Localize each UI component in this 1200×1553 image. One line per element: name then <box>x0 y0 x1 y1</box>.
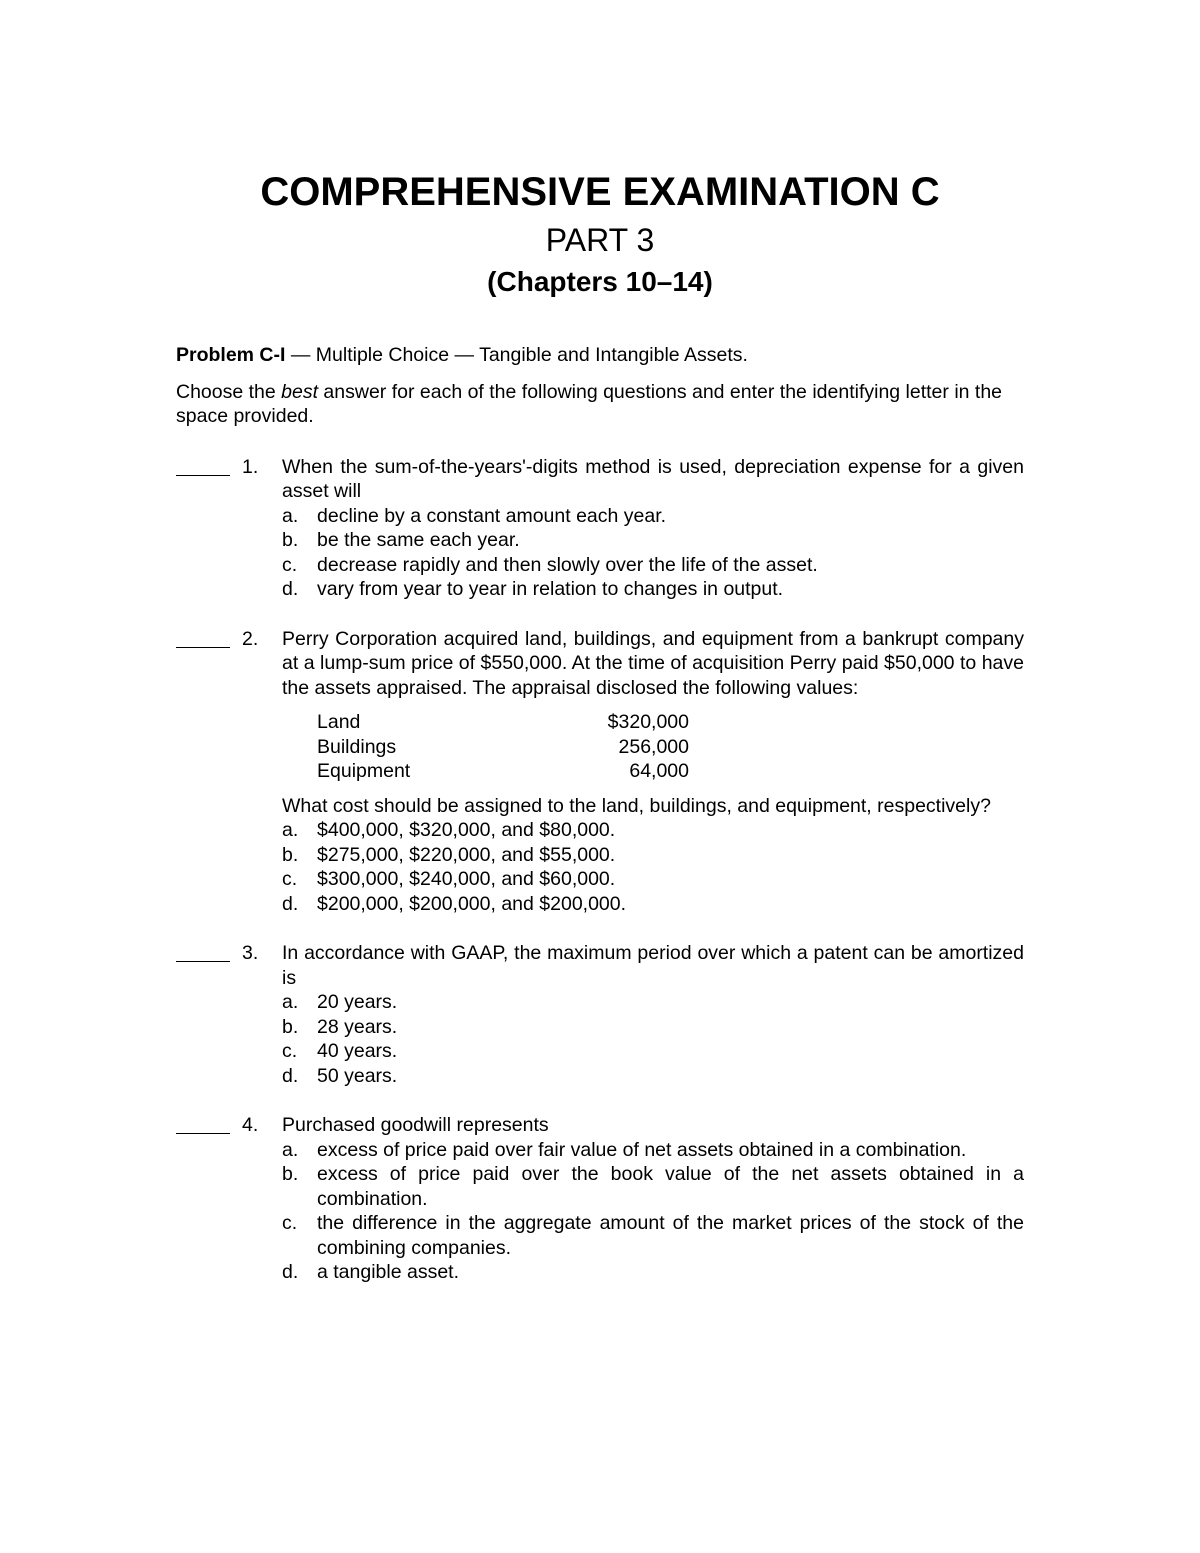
choice-c <box>282 1211 1024 1260</box>
question-number: 4. <box>242 1114 259 1136</box>
choice-text: $200,000, $200,000, and $200,000. <box>317 892 627 915</box>
choice-b <box>282 528 1024 553</box>
choice-c <box>282 553 1024 578</box>
exam-title: COMPREHENSIVE EXAMINATION C <box>260 170 940 214</box>
choice-text: $300,000, $240,000, and $60,000. <box>317 868 616 890</box>
choice-text: 50 years. <box>317 1064 398 1087</box>
choice-letter: a. <box>282 504 299 527</box>
choice-letter: a. <box>282 819 299 841</box>
choice-text: vary from year to year in relation to changes in output. <box>317 578 784 600</box>
exam-part: PART 3 <box>545 222 655 258</box>
choice-text: $400,000, $320,000, and $80,000. <box>317 819 616 841</box>
choice-a <box>282 990 1024 1015</box>
choice-letter: c. <box>282 553 298 576</box>
choice-text: decrease rapidly and then slowly over the life of the asset. <box>317 553 818 576</box>
choice-a <box>282 1138 1024 1163</box>
choice-a <box>282 818 1024 843</box>
question-body <box>282 455 1024 602</box>
choice-d <box>282 1064 1024 1089</box>
exam-content <box>176 343 1024 1285</box>
problem-label: Problem C-I <box>176 344 286 366</box>
choice-text: 28 years. <box>317 1015 398 1038</box>
choice-letter: d. <box>282 1064 299 1087</box>
choice-letter: d. <box>282 1261 299 1283</box>
value-label: Land <box>317 711 361 733</box>
question-4 <box>176 1113 1024 1285</box>
table-row <box>317 710 689 735</box>
choice-c <box>282 1039 1024 1064</box>
choice-d <box>282 1260 1024 1285</box>
choice-text: decline by a constant amount each year. <box>317 504 667 527</box>
choice-letter: d. <box>282 578 299 600</box>
problem-heading-text: — Multiple Choice — Tangible and Intangible Assets. <box>285 344 748 366</box>
value-amount: 64,000 <box>629 760 689 782</box>
choice-text: excess of price paid over the book value of the net assets obtained in a combination. <box>317 1163 1024 1210</box>
instructions-before: Choose the <box>176 380 282 403</box>
appraisal-values-table <box>317 710 689 784</box>
table-row <box>317 735 689 760</box>
value-amount: $320,000 <box>607 711 689 733</box>
question-body <box>282 941 1024 1088</box>
choice-text: excess of price paid over fair value of net assets obtained in a combination. <box>317 1138 967 1161</box>
answer-blank-1[interactable] <box>176 455 230 476</box>
choice-a <box>282 504 1024 529</box>
choice-letter: c. <box>282 1040 298 1062</box>
choice-c <box>282 867 1024 892</box>
choice-letter: d. <box>282 892 299 915</box>
question-stem: In accordance with GAAP, the maximum period over which a patent can be amortized is <box>282 942 1024 989</box>
table-row <box>317 759 689 784</box>
choice-letter: c. <box>282 868 298 890</box>
choice-d <box>282 892 1024 917</box>
value-amount: 256,000 <box>618 735 689 758</box>
choice-letter: b. <box>282 1163 299 1185</box>
value-label: Equipment <box>317 760 411 782</box>
problem-heading <box>176 343 1024 368</box>
question-2 <box>176 627 1024 917</box>
question-stem: Purchased goodwill represents <box>282 1114 549 1136</box>
instructions-emphasis: best <box>281 380 319 403</box>
question-followup: What cost should be assigned to the land, buildings, and equipment, respectively? <box>282 794 991 817</box>
choice-text: $275,000, $220,000, and $55,000. <box>317 843 616 866</box>
exam-chapters: (Chapters 10–14) <box>487 266 713 297</box>
choice-b <box>282 1015 1024 1040</box>
choice-text: 20 years. <box>317 991 398 1013</box>
question-3 <box>176 941 1024 1088</box>
choice-text: the difference in the aggregate amount of the market prices of the stock of the combining companies. <box>317 1212 1024 1259</box>
instructions <box>176 380 1024 429</box>
question-number: 1. <box>242 455 259 478</box>
question-1 <box>176 455 1024 602</box>
value-label: Buildings <box>317 735 397 758</box>
choice-text: 40 years. <box>317 1040 398 1062</box>
question-number: 3. <box>242 942 259 964</box>
title-block <box>0 166 1200 302</box>
question-body <box>282 1113 1024 1285</box>
answer-blank-2[interactable] <box>176 627 230 648</box>
question-stem: When the sum-of-the-years'-digits method is used, depreciation expense for a given asset will <box>282 455 1024 502</box>
question-body <box>282 627 1024 917</box>
question-number: 2. <box>242 627 259 650</box>
question-stem: Perry Corporation acquired land, buildings, and equipment from a bankrupt company at a lump-sum price of $550,000. At the time of acquisition Perry paid $50,000 to have the assets appraised. The appraisal disclosed the following values: <box>282 627 1024 699</box>
choice-letter: b. <box>282 1015 299 1038</box>
choice-letter: b. <box>282 529 299 551</box>
answer-blank-3[interactable] <box>176 941 230 962</box>
answer-blank-4[interactable] <box>176 1113 230 1134</box>
choice-text: a tangible asset. <box>317 1261 460 1283</box>
choice-letter: b. <box>282 843 299 866</box>
choice-b <box>282 843 1024 868</box>
choice-d <box>282 577 1024 602</box>
choice-text: be the same each year. <box>317 529 520 551</box>
choice-letter: a. <box>282 991 299 1013</box>
choice-letter: c. <box>282 1212 298 1234</box>
choice-b <box>282 1162 1024 1211</box>
choice-letter: a. <box>282 1138 299 1161</box>
instructions-after: answer for each of the following questions and enter the identifying letter in the space provided. <box>176 380 1003 427</box>
